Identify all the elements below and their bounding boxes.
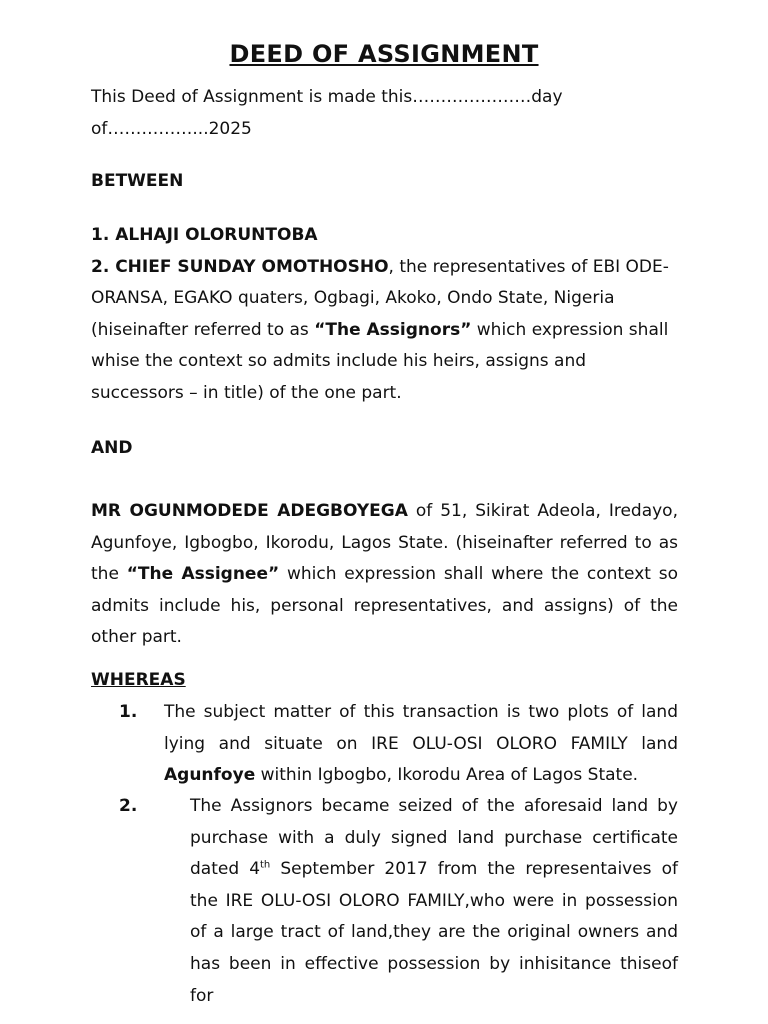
assignor-2-paragraph — [91, 252, 678, 410]
assignee-text-b: which expression shall where the context so admits include his, personal representatives, and assigns) of the other part. — [91, 564, 678, 648]
whereas-item-2-text-a: The Assignors became seized of the aforesaid land by purchase with a duly signed land purchase certificate dated 4 — [190, 796, 678, 880]
assignee-text-a: of 51, Sikirat Adeola, Iredayo, Agunfoye, Igbogbo, Ikorodu, Lagos State. (hiseinafter referred to as the — [91, 501, 678, 585]
assignor-2-name: 2. CHIEF SUNDAY OMOTHOSHO — [91, 256, 389, 277]
whereas-item-2-text — [164, 791, 678, 1012]
whereas-item-1-number: 1. — [119, 702, 138, 722]
assignee-defined-term: “The Assignee” — [126, 564, 280, 585]
assignor-2-text-b: which expression shall whise the context so admits include his heirs, assigns and successors – in title) of the one part. — [91, 319, 669, 403]
assignee-name: MR OGUNMODEDE ADEGBOYEGA — [91, 501, 408, 521]
whereas-item-2-text-b: September 2017 from the representaives of the IRE OLU-OSI OLORO FAMILY,who were in possession of a large tract of land,they are the original owners and has been in effective possession by inhisitance thiseof for — [190, 859, 678, 1006]
whereas-item-2-sup: th — [260, 859, 271, 871]
whereas-heading: WHEREAS — [91, 670, 186, 690]
whereas-item-1-text-b: within Igbogbo, Ikorodu Area of Lagos State. — [255, 765, 639, 786]
whereas-item-1-text — [164, 697, 678, 792]
assignor-2-text-a: , the representatives of EBI ODE-ORANSA, EGAKO quaters, Ogbagi, Akoko, Ondo State, Nigeria (hiseinafter referred to as — [91, 256, 669, 340]
intro-line-1: This Deed of Assignment is made this…………………day — [91, 87, 563, 107]
assignor-1: 1. ALHAJI OLORUNTOBA — [91, 225, 318, 245]
whereas-item-1-bold: Agunfoye — [164, 765, 256, 786]
intro-paragraph — [91, 82, 678, 145]
assignors-defined-term: “The Assignors” — [314, 319, 472, 340]
document-title: DEED OF ASSIGNMENT — [229, 40, 539, 68]
intro-line-2: of……………...2025 — [91, 118, 252, 139]
assignee-paragraph — [91, 496, 678, 654]
assignors-section — [91, 220, 678, 410]
and-heading: AND — [91, 438, 133, 458]
whereas-item-1-text-a: The subject matter of this transaction is two plots of land lying and situate on IRE OLU-OSI OLORO FAMILY land — [164, 702, 678, 754]
between-heading: BETWEEN — [91, 171, 184, 191]
whereas-item-2-number: 2. — [119, 796, 138, 816]
